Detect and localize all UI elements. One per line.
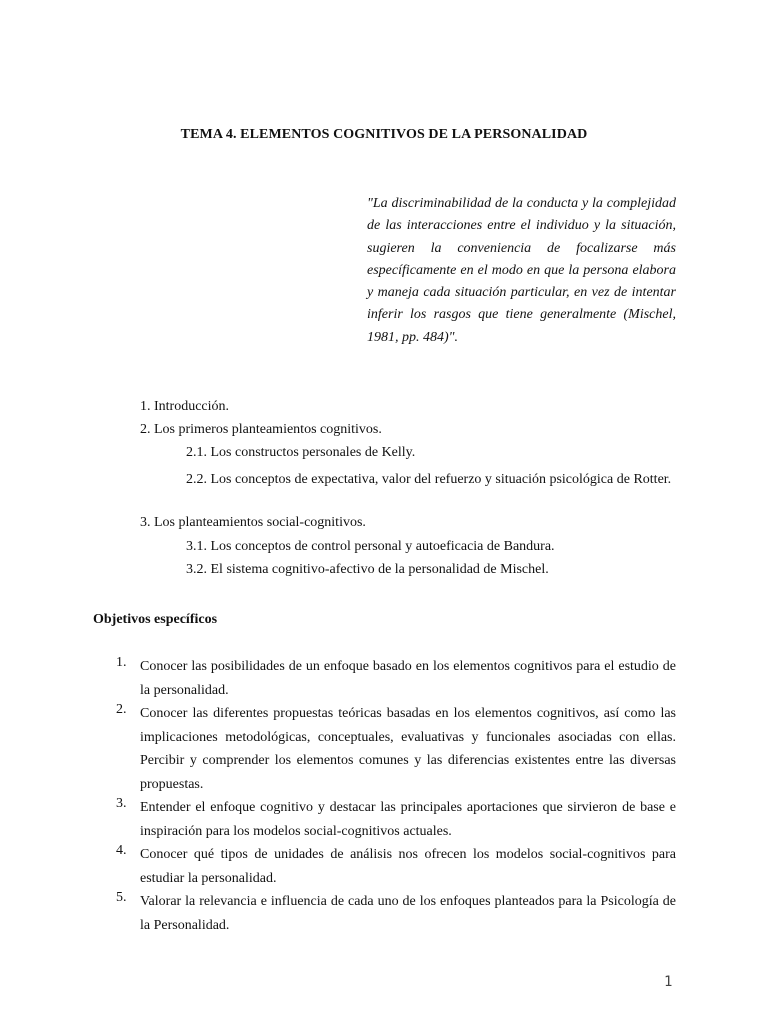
- objective-number: 3.: [116, 796, 127, 811]
- toc-item-2-2: 2.2. Los conceptos de expectativa, valor del refuerzo y situación psicológica de Rotter.: [186, 472, 672, 487]
- toc-item-2: 2. Los primeros planteamientos cognitivos.: [140, 422, 382, 437]
- objective-text: Valorar la relevancia e influencia de cada uno de los enfoques planteados para la Psicología de la Personalidad.: [140, 894, 676, 933]
- objective-text: Conocer las posibilidades de un enfoque basado en los elementos cognitivos para el estudio de la personalidad.: [140, 659, 676, 698]
- objective-number: 2.: [116, 702, 127, 717]
- toc-item-3-1: 3.1. Los conceptos de control personal y autoeficacia de Bandura.: [186, 539, 555, 554]
- toc-item-2-1: 2.1. Los constructos personales de Kelly.: [186, 445, 416, 460]
- objective-number: 5.: [116, 890, 127, 905]
- objective-number: 1.: [116, 655, 127, 670]
- page-number: 1: [664, 974, 673, 990]
- toc-item-1: 1. Introducción.: [140, 399, 230, 414]
- objective-text: Entender el enfoque cognitivo y destacar las principales aportaciones que sirvieron de base e inspiración para los modelos social-cognitivos actuales.: [140, 800, 676, 839]
- objective-text: Conocer qué tipos de unidades de análisis nos ofrecen los modelos social-cognitivos para estudiar la personalidad.: [140, 847, 676, 886]
- objectives-heading: Objetivos específicos: [93, 612, 218, 627]
- toc-item-3-2: 3.2. El sistema cognitivo-afectivo de la personalidad de Mischel.: [186, 562, 549, 577]
- objective-number: 4.: [116, 843, 127, 858]
- toc-item-3: 3. Los planteamientos social-cognitivos.: [140, 515, 366, 530]
- epigraph-quote: "La discriminabilidad de la conducta y la complejidad de las interacciones entre el individuo y la situación, sugieren la conveniencia de focalizarse más específicamente en el modo en que la persona elabora y maneja cada situación particular, en vez de intentar inferir los rasgos que tiene generalmente (Mischel, 1981, pp. 484)".: [367, 196, 676, 345]
- document-title: TEMA 4. ELEMENTOS COGNITIVOS DE LA PERSONALIDAD: [180, 127, 588, 142]
- objective-text: Conocer las diferentes propuestas teóricas basadas en los elementos cognitivos, así como las implicaciones metodológicas, conceptuales, evaluativas y funcionales asociadas con ellas. Percibir y comprender los elementos comunes y las diferencias existentes entre las diversas propuestas.: [140, 706, 676, 792]
